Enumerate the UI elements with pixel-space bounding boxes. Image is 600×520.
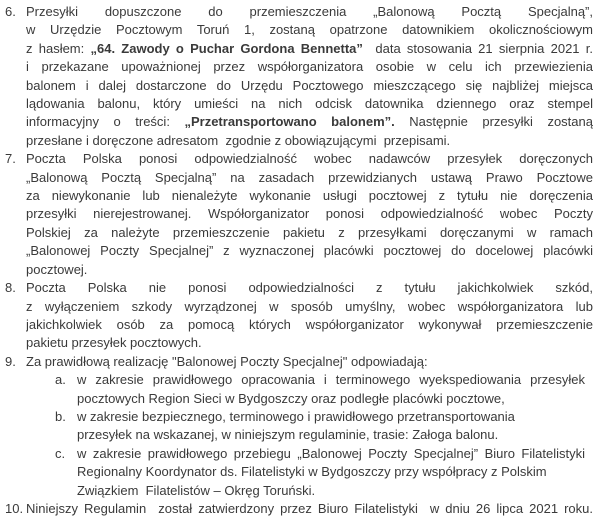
item-content [26,150,593,279]
text-segment: Za prawidłową realizację "Balonowej Poczty Specjalnej" odpowiadają: [26,353,428,369]
text-segment: „64. Zawody o Puchar Gordona Bennetta” [90,40,363,56]
text-line [26,40,593,58]
text-line [77,371,585,389]
item-content [26,279,593,353]
list-item [5,150,593,279]
text-segment: pocztowej. [26,261,88,277]
text-segment: pocztowych Region Sieci w Bydgoszczy oraz podległe placówki pocztowe, [77,390,505,406]
text-segment: pakietu przesyłek pocztowych. [26,335,202,351]
item-number: 7. [5,151,16,167]
sub-item-content [77,445,585,500]
text-segment: Poczta Polska ponosi odpowiedzialność wobec nadawców przesyłek doręczonych [26,151,593,167]
item-number: 9. [5,353,16,369]
text-line [77,426,585,444]
text-segment: informacyjny o treści: [26,114,185,130]
sub-item-letter: a. [55,372,66,388]
sub-list-item [55,371,585,408]
text-segment: Polskiej za należyte przemieszczenie pakietu z przesyłkami doręczanymi w ramach [26,224,593,240]
text-line [26,187,593,205]
sub-item-content [77,371,585,408]
text-line [26,500,593,518]
sub-list-item [55,408,585,445]
text-segment: w zakresie prawidłowego opracowania i terminowego wyekspediowania przesyłek [77,372,585,388]
text-line [26,298,593,316]
text-segment: przesłane i doręczone adresatom zgodnie z obowiązującymi przepisami. [26,132,451,148]
text-segment: jakichkolwiek osób za pomocą których współorganizator wykonywał przemieszczenie [26,316,593,332]
text-segment: w zakresie prawidłowego przebiegu „Balonowej Poczty Specjalnej” Biuro Filatelistyki [77,445,585,461]
sub-item-letter: c. [55,445,66,461]
text-segment: lądowania balonu, który umieści na nich odcisk datownika dziennego oraz stempel [26,96,593,112]
text-line [26,21,593,39]
item-number: 10. [5,500,24,516]
text-line [26,261,593,279]
text-line [26,132,593,150]
text-segment: z wyłączeniem szkody wyrządzonej w sposób umyślny, wobec współorganizatora lub [26,298,593,314]
text-segment: z hasłem: [26,40,91,56]
text-segment: Poczta Polska nie ponosi odpowiedzialności z tytułu jakichkolwiek szkód, [26,280,593,296]
text-segment: „Balonową Pocztą Specjalną” na zasadach przewidzianych ustawą Prawo Pocztowe [26,169,593,185]
sub-item-letter: b. [55,408,66,424]
text-line [77,408,585,426]
text-line [77,390,585,408]
text-segment: Związkiem Filatelistów – Okręg Toruński. [77,482,316,498]
text-segment: w Urzędzie Pocztowym Toruń 1, zostaną opatrzone datownikiem okolicznościowym [26,22,593,38]
text-line [26,150,593,168]
list-item [5,353,593,500]
list-item [5,500,593,518]
text-segment: Następnie przesyłki zostaną [394,114,593,130]
text-line [26,95,593,113]
sub-list-item [55,445,585,500]
text-line [26,113,593,131]
text-line [26,316,593,334]
text-line [26,169,593,187]
text-segment: Niniejszy Regulamin został zatwierdzony przez Biuro Filatelistyki w dniu 26 lipca 2021 roku. [26,500,593,516]
text-line [77,445,585,463]
text-segment: za niewykonanie lub nienależyte wykonanie usługi pocztowej z tytułu nie doręczenia [26,188,593,204]
item-number: 8. [5,280,16,296]
text-line [26,279,593,297]
item-content [26,353,593,500]
text-segment: w zakresie bezpiecznego, terminowego i prawidłowego przetransportowania [77,408,515,424]
sub-item-content [77,408,585,445]
text-segment: przesyłki nierejestrowanej. Współorganizator ponosi odpowiedzialność wobec Poczty [26,206,593,222]
text-segment: przesyłek na wskazanej, w niniejszym regulaminie, trasie: Załoga balonu. [77,427,499,443]
text-segment: Przesyłki dopuszczone do przemieszczenia „Balonową Pocztą Specjalną”, [26,4,593,19]
text-line [77,482,585,500]
text-segment: balonem i dalej dostarczone do Urzędu Pocztowego mieszczącego się najbliżej miejsca [26,77,593,93]
text-segment: „Balonowej Poczty Specjalnej” z wyznaczonej placówki pocztowej do docelowej placówki [26,243,593,259]
list-item [5,3,593,150]
text-line [26,77,593,95]
item-content [26,3,593,150]
item-content [26,500,593,518]
text-segment: Regionalny Koordynator ds. Filatelistyki w Bydgoszczy przy współpracy z Polskim [77,464,547,480]
text-line [26,3,593,21]
list-item [5,279,593,353]
text-line [26,353,593,371]
item-number: 6. [5,4,16,19]
text-line [77,463,585,481]
text-line [26,58,593,76]
text-line [26,334,593,352]
text-line [26,205,593,223]
regulation-list [5,3,593,518]
text-segment: „Przetransportowano balonem”. [184,114,395,130]
text-segment: data stosowania 21 sierpnia 2021 r. [362,40,593,56]
text-line [26,224,593,242]
text-line [26,242,593,260]
text-segment: i przekazane upoważnionej przez współorganizatora osobie w celu ich przewiezienia [26,59,593,75]
